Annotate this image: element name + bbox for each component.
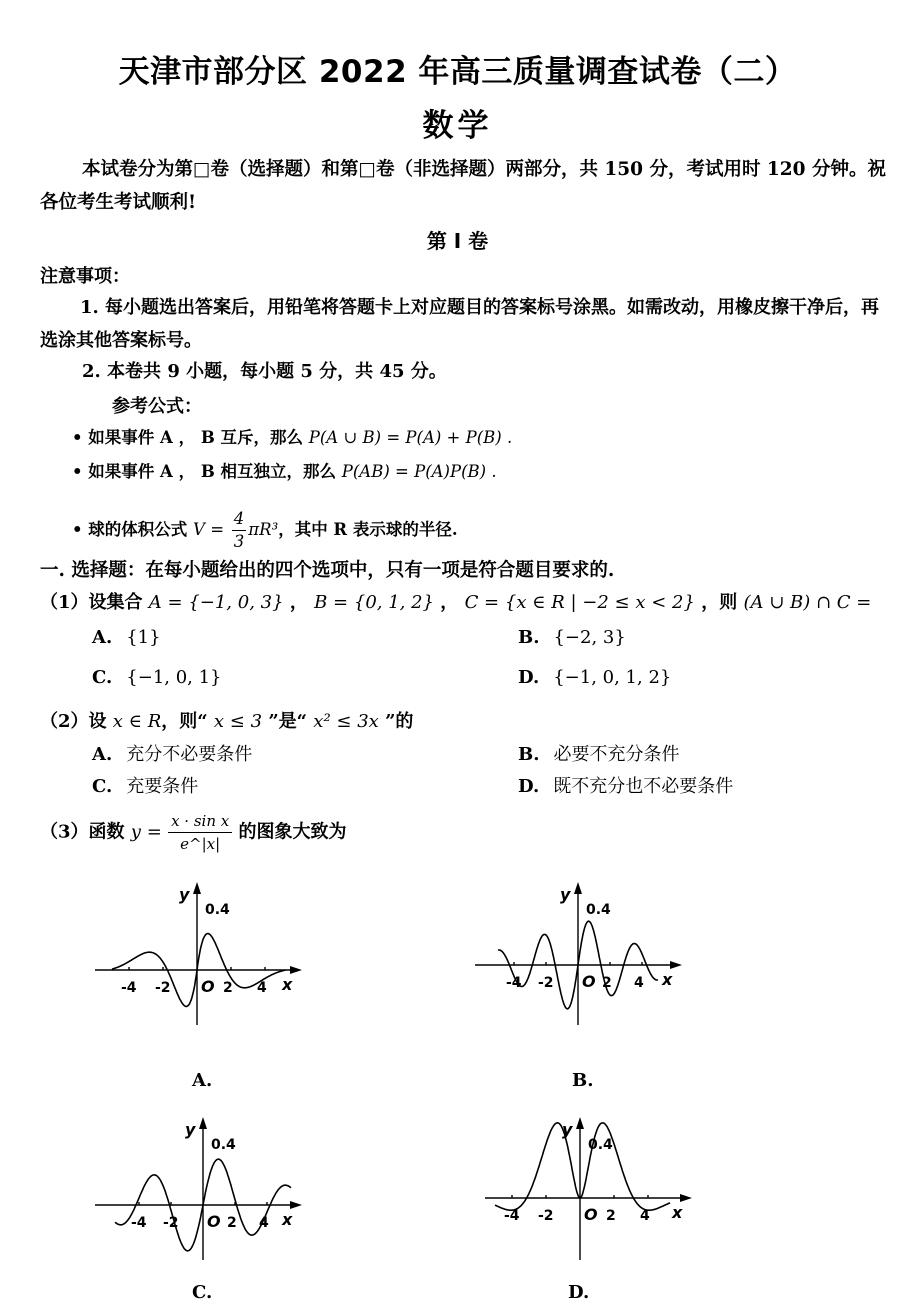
q2-option-d-label: D. xyxy=(518,776,540,797)
q1-stem-b: ， xyxy=(283,592,315,613)
section-heading: 一. 选择题：在每小题给出的四个选项中，只有一项是符合题目要求的. xyxy=(40,560,615,581)
q3-stem-b: 的图象大致为 xyxy=(232,821,347,843)
x-axis-arrow xyxy=(670,961,682,969)
q2-option-c[interactable] xyxy=(92,772,198,798)
x-tick-label: 4 xyxy=(640,1208,650,1224)
graph-d-label: D. xyxy=(568,1282,590,1303)
y-axis-arrow xyxy=(574,882,582,894)
x-tick-label: 2 xyxy=(602,975,612,991)
x-tick-label: 2 xyxy=(227,1215,237,1231)
x-tick-label: -2 xyxy=(155,980,171,996)
q2-math-1: x ∈ R xyxy=(112,711,162,732)
origin-label: O xyxy=(207,1212,221,1231)
peak-label: 0.4 xyxy=(211,1137,236,1153)
x-tick-label: 2 xyxy=(606,1208,616,1224)
graph-a-label: A. xyxy=(192,1070,213,1091)
x-tick-label: 4 xyxy=(257,980,267,996)
x-tick-label: -2 xyxy=(163,1215,179,1231)
q3-denominator: e^|x| xyxy=(180,835,221,853)
q1-option-a-value: {1} xyxy=(126,627,161,648)
q2-option-a-label: A. xyxy=(92,744,113,765)
y-axis-arrow xyxy=(576,1117,584,1129)
q2-option-b-label: B. xyxy=(518,744,540,765)
q1-option-d-label: D. xyxy=(518,667,540,688)
q1-option-b-label: B. xyxy=(518,627,540,648)
q3-fraction xyxy=(168,810,232,855)
question-1-stem xyxy=(40,588,871,614)
y-axis-arrow xyxy=(199,1117,207,1129)
x-tick-label: -2 xyxy=(538,975,554,991)
peak-label: 0.4 xyxy=(586,902,611,918)
formula-independent-math: P(AB) = P(A)P(B) . xyxy=(341,462,497,481)
q1-expression: (A ∪ B) ∩ C = xyxy=(743,592,872,613)
note-item-1: 1. 每小题选出答案后，用铅笔将答题卡上对应题目的答案标号涂黑。如需改动，用橡皮擦干净后，再选涂其他答案标号。 xyxy=(40,297,880,351)
formula-sphere-pre: • 球的体积公式 xyxy=(72,520,194,539)
q2-stem-d: ”的 xyxy=(378,711,414,732)
y-axis-label: y xyxy=(560,885,571,904)
x-axis-label: x xyxy=(672,1203,683,1222)
x-axis-arrow xyxy=(290,966,302,974)
q1-option-d[interactable] xyxy=(518,667,671,688)
x-tick-label: 4 xyxy=(259,1215,269,1231)
q2-stem-c: ”是“ xyxy=(262,711,314,732)
notes-title: 注意事项： xyxy=(40,266,130,287)
origin-label: O xyxy=(582,972,596,991)
y-axis-arrow xyxy=(193,882,201,894)
q2-option-b-value: 必要不充分条件 xyxy=(553,744,680,765)
formula-sphere-post: ，其中 R 表示球的半径. xyxy=(278,520,458,539)
q2-option-d[interactable] xyxy=(518,772,733,798)
x-tick-label: -4 xyxy=(131,1215,147,1231)
q2-option-c-label: C. xyxy=(92,776,113,797)
formula-exclusive-math: P(A ∪ B) = P(A) + P(B) . xyxy=(308,428,513,447)
y-axis-label: y xyxy=(185,1120,196,1139)
formula-sphere-fraction xyxy=(232,508,247,553)
graph-c[interactable] xyxy=(90,1115,320,1275)
x-axis-label: x xyxy=(282,975,293,994)
peak-label: 0.4 xyxy=(588,1137,613,1153)
question-3-stem xyxy=(40,810,347,855)
formula-exclusive-text: • 如果事件 A ， B 互斥，那么 xyxy=(72,428,309,447)
q1-stem-d: ，则 xyxy=(694,592,744,613)
y-axis-label: y xyxy=(179,885,190,904)
x-axis-arrow xyxy=(680,1194,692,1202)
q1-option-c[interactable] xyxy=(92,667,222,688)
page-title: 天津市部分区 2022 年高三质量调查试卷（二） xyxy=(118,54,797,90)
volume-label: 第 I 卷 xyxy=(426,229,489,253)
q1-option-c-value: {−1, 0, 1} xyxy=(126,667,222,688)
q3-y-equals: y = xyxy=(130,821,162,843)
x-tick-label: 2 xyxy=(223,980,233,996)
q2-option-c-value: 充要条件 xyxy=(126,776,199,797)
q1-stem-c: ， xyxy=(434,592,465,613)
q2-option-d-value: 既不充分也不必要条件 xyxy=(553,776,734,797)
y-axis-label: y xyxy=(562,1120,573,1139)
q2-option-a-value: 充分不必要条件 xyxy=(126,744,253,765)
q2-math-3: x² ≤ 3x xyxy=(313,711,379,732)
question-2-stem xyxy=(40,707,413,733)
x-axis-arrow xyxy=(290,1201,302,1209)
formula-independent xyxy=(72,458,497,482)
q2-stem-a: （2）设 xyxy=(40,711,113,732)
q1-option-d-value: {−1, 0, 1, 2} xyxy=(553,667,672,688)
q1-option-b-value: {−2, 3} xyxy=(553,627,626,648)
x-axis-label: x xyxy=(282,1210,293,1229)
peak-label: 0.4 xyxy=(205,902,230,918)
intro-text: 本试卷分为第□卷（选择题）和第□卷（非选择题）两部分，共 150 分，考试用时 120 分钟。祝各位考生考试顺利! xyxy=(40,159,886,213)
x-axis-label: x xyxy=(662,970,673,989)
q1-stem-a: （1）设集合 xyxy=(40,592,149,613)
q2-option-a[interactable] xyxy=(92,740,252,766)
q1-option-c-label: C. xyxy=(92,667,113,688)
formula-sphere-volume xyxy=(72,508,458,553)
graph-d[interactable] xyxy=(480,1115,710,1275)
q2-stem-b: ，则“ xyxy=(161,711,214,732)
origin-label: O xyxy=(584,1205,598,1224)
fraction-numerator: 4 xyxy=(232,508,247,531)
formula-exclusive xyxy=(72,424,512,448)
q1-set-b: B = {0, 1, 2} xyxy=(314,592,435,613)
q1-option-a-label: A. xyxy=(92,627,113,648)
origin-label: O xyxy=(201,977,215,996)
q1-option-b[interactable] xyxy=(518,627,626,648)
graph-a[interactable] xyxy=(90,880,320,1040)
formula-sphere-pir: πR³ xyxy=(248,520,279,539)
q1-option-a[interactable] xyxy=(92,627,161,648)
q3-numerator: x · sin x xyxy=(168,810,232,833)
fraction-denominator: 3 xyxy=(233,532,245,551)
q1-set-a: A = {−1, 0, 3} xyxy=(148,592,284,613)
x-tick-label: -2 xyxy=(538,1208,554,1224)
x-tick-label: -4 xyxy=(121,980,137,996)
formula-sphere-v: V = xyxy=(193,520,225,539)
x-tick-label: 4 xyxy=(634,975,644,991)
graph-b[interactable] xyxy=(470,880,700,1040)
x-tick-label: -4 xyxy=(504,1208,520,1224)
x-tick-label: -4 xyxy=(506,975,522,991)
subject-title: 数学 xyxy=(422,108,493,144)
q2-math-2: x ≤ 3 xyxy=(213,711,263,732)
q1-set-c: C = {x ∈ R | −2 ≤ x < 2} xyxy=(464,592,695,613)
note-item-2: 2. 本卷共 9 小题，每小题 5 分，共 45 分。 xyxy=(82,361,447,382)
graph-c-label: C. xyxy=(192,1282,213,1303)
q3-stem-a: （3）函数 xyxy=(40,821,131,843)
q2-option-b[interactable] xyxy=(518,740,679,766)
formula-independent-text: • 如果事件 A ， B 相互独立，那么 xyxy=(72,462,342,481)
reference-formula-label: 参考公式： xyxy=(112,396,202,417)
graph-b-label: B. xyxy=(572,1070,594,1091)
function-curve xyxy=(495,1123,670,1210)
